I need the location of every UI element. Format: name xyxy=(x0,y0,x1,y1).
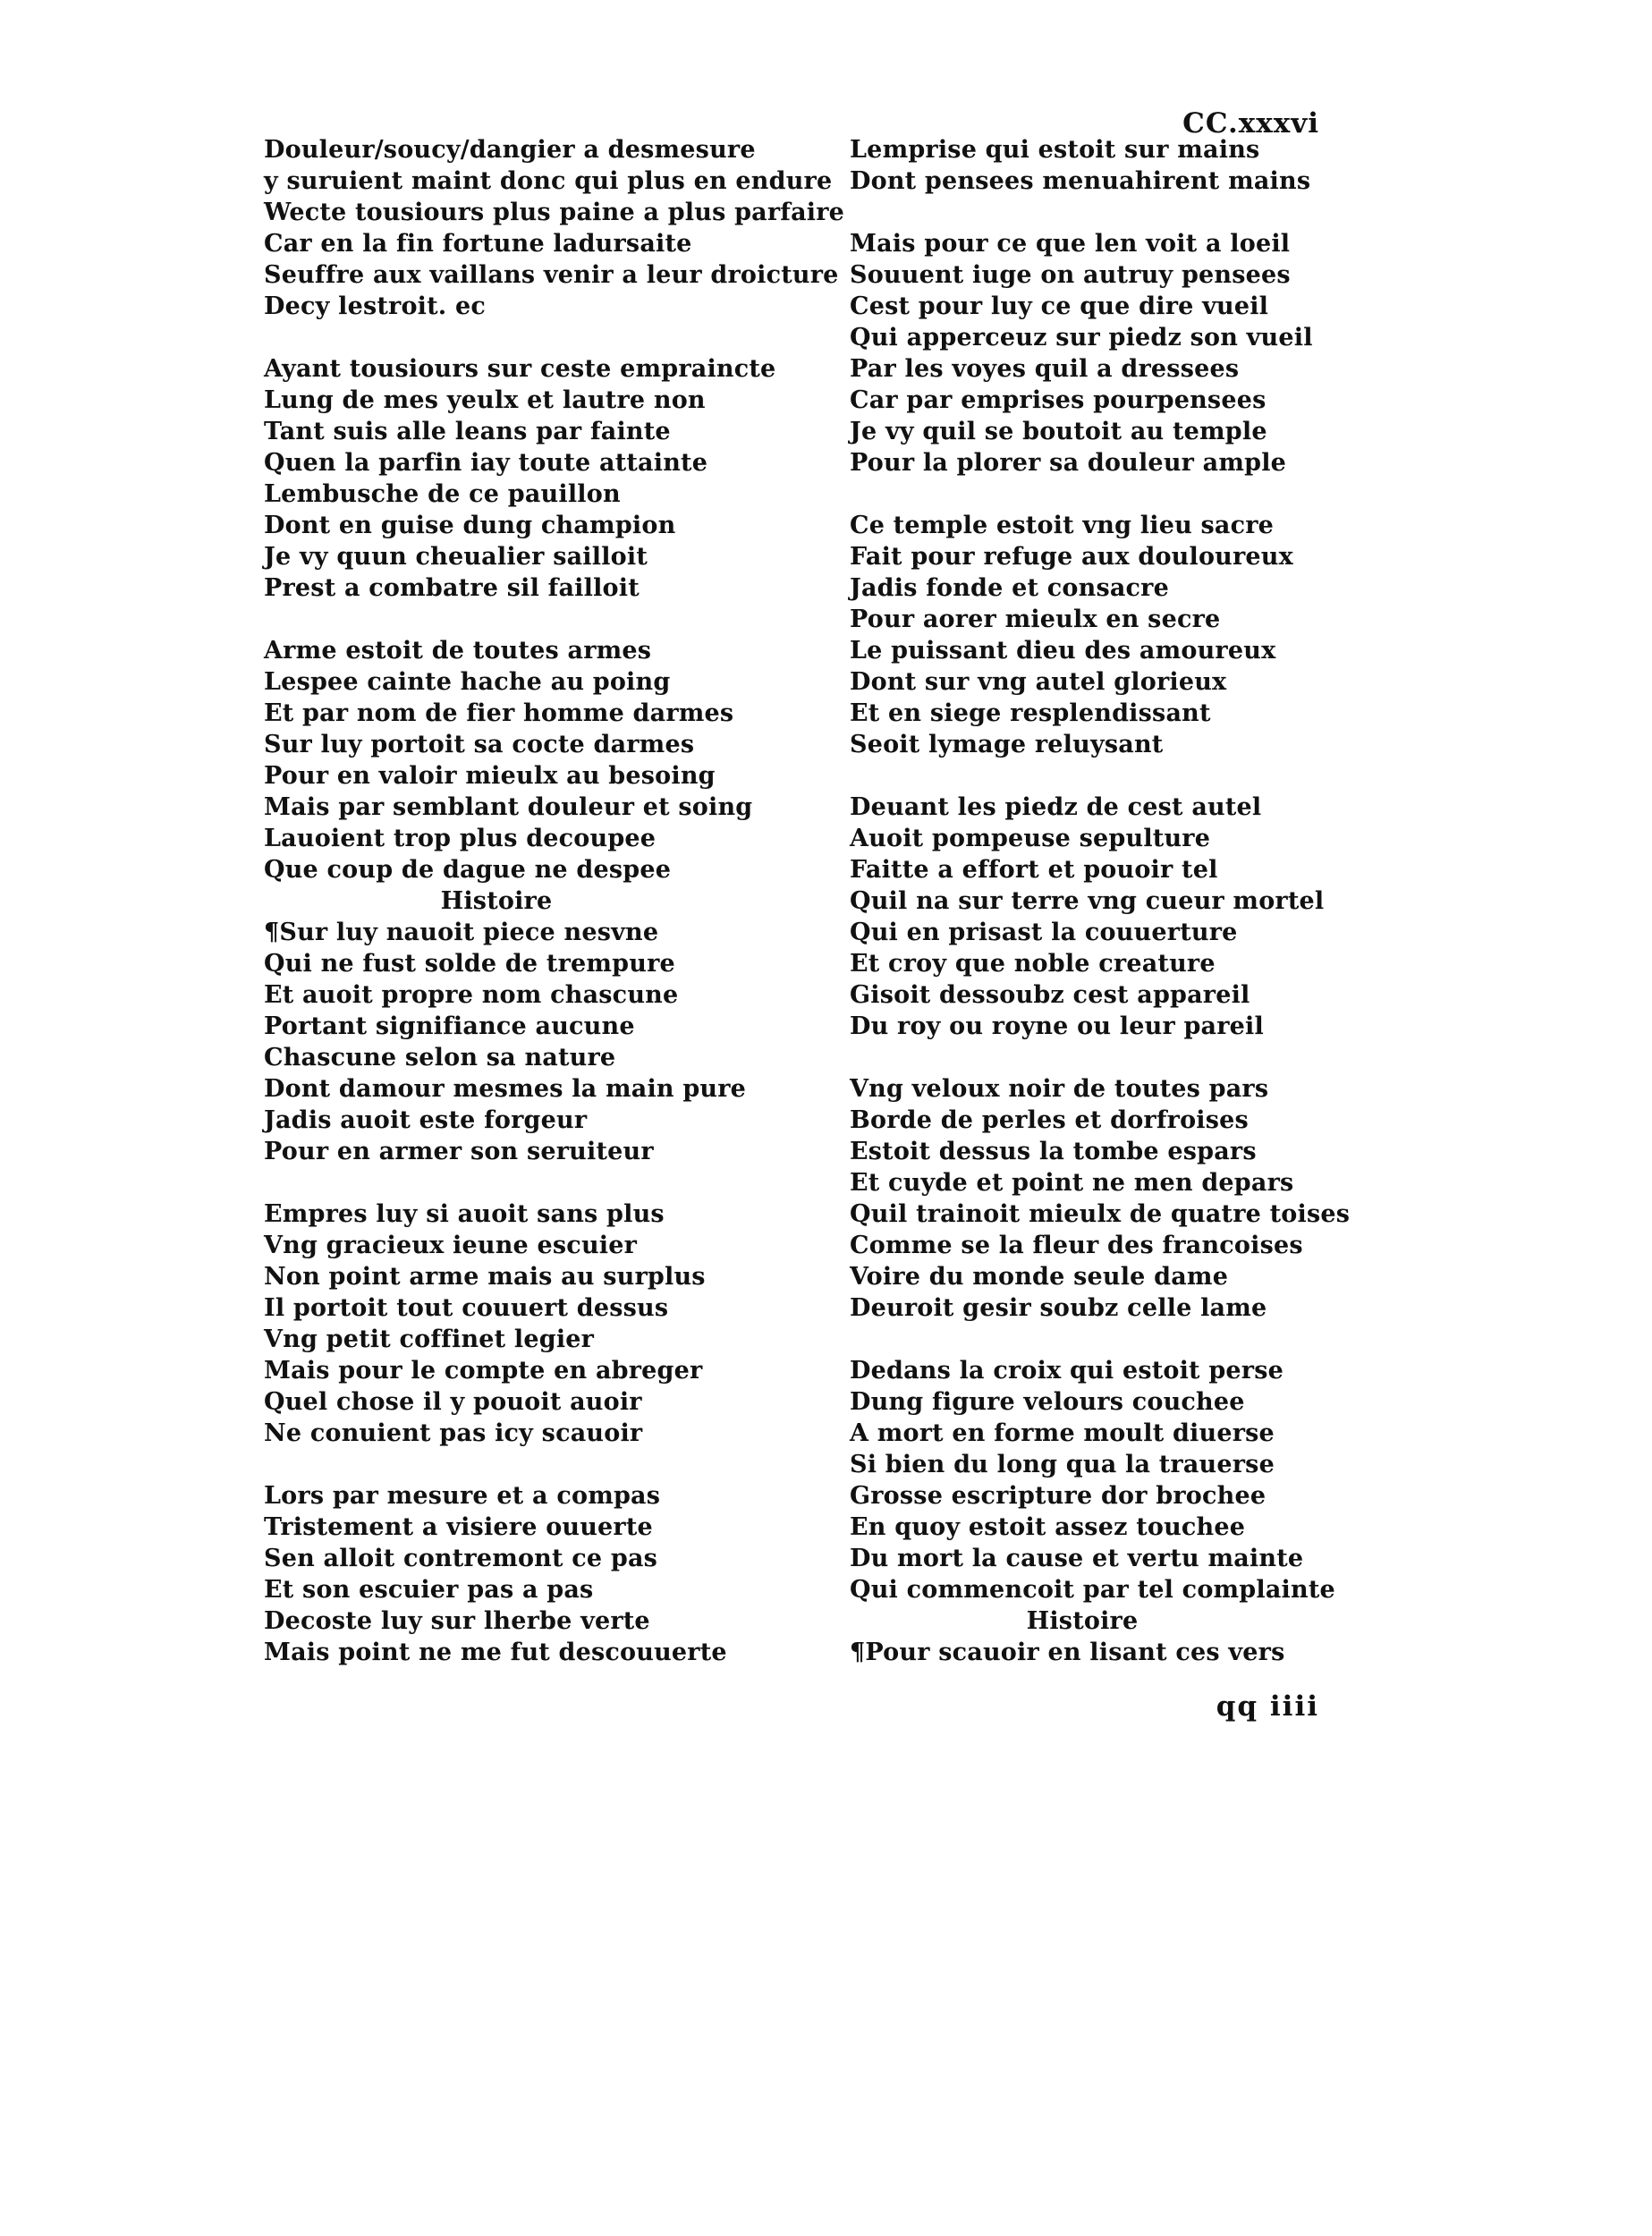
verse-line xyxy=(850,760,1404,792)
verse-line xyxy=(850,479,1404,510)
verse-line: Jadis fonde et consacre xyxy=(850,574,1169,602)
verse-line: Quil na sur terre vng cueur mortel xyxy=(850,887,1325,915)
verse-line: Pour en valoir mieulx au besoing xyxy=(264,762,716,790)
verse-line: Pour aorer mieulx en secre xyxy=(850,606,1221,633)
verse-line: Et par nom de fier homme darmes xyxy=(264,699,734,727)
verse-line: Quen la parfin iay toute attainte xyxy=(264,449,708,477)
verse-line: y suruient maint donc qui plus en endure xyxy=(264,167,833,195)
verse-line: Decoste luy sur lherbe verte xyxy=(264,1607,650,1635)
verse-line: Quel chose il y pouoit auoir xyxy=(264,1388,642,1416)
right-text-column xyxy=(850,134,1404,1668)
verse-line: ¶Pour scauoir en lisant ces vers xyxy=(850,1639,1285,1666)
verse-line: Borde de perles et dorfroises xyxy=(850,1106,1249,1134)
verse-line: Seuffre aux vaillans venir a leur droicture xyxy=(264,261,839,289)
verse-line: Qui apperceuz sur piedz son vueil xyxy=(850,324,1313,351)
verse-line xyxy=(264,604,818,635)
verse-line: Qui ne fust solde de trempure xyxy=(264,950,675,978)
folio-number: CC.xxxvi xyxy=(1182,107,1319,140)
verse-line: Qui commencoit par tel complainte xyxy=(850,1576,1335,1604)
verse-line xyxy=(850,197,1404,228)
verse-line: Car par emprises pourpensees xyxy=(850,386,1267,414)
verse-line: Wecte tousiours plus paine a plus parfaire xyxy=(264,199,845,226)
verse-line: Qui en prisast la couuerture xyxy=(850,919,1238,946)
verse-line xyxy=(264,1167,818,1198)
section-heading: Histoire xyxy=(440,887,553,915)
verse-line: Dont sur vng autel glorieux xyxy=(850,668,1227,696)
verse-line: Tristement a visiere ouuerte xyxy=(264,1513,653,1541)
verse-line: Et auoit propre nom chascune xyxy=(264,981,679,1009)
verse-line: Pour en armer son seruiteur xyxy=(264,1138,654,1165)
verse-line: Lung de mes yeulx et lautre non xyxy=(264,386,706,414)
verse-line: Ne conuient pas icy scauoir xyxy=(264,1419,643,1447)
verse-line: Mais pour le compte en abreger xyxy=(264,1357,703,1385)
verse-line: En quoy estoit assez touchee xyxy=(850,1513,1246,1541)
verse-line: Je vy quil se boutoit au temple xyxy=(850,418,1267,445)
section-heading: Histoire xyxy=(1026,1607,1139,1635)
verse-line: Par les voyes quil a dressees xyxy=(850,355,1240,383)
verse-line: Seoit lymage reluysant xyxy=(850,731,1164,758)
verse-line: Non point arme mais au surplus xyxy=(264,1263,706,1291)
verse-line: Sen alloit contremont ce pas xyxy=(264,1545,658,1572)
verse-line: Auoit pompeuse sepulture xyxy=(850,825,1211,852)
verse-line: Dont pensees menuahirent mains xyxy=(850,167,1311,195)
verse-line: Gisoit dessoubz cest appareil xyxy=(850,981,1250,1009)
signature-mark: qq iiii xyxy=(1216,1690,1319,1723)
verse-line: Lors par mesure et a compas xyxy=(264,1482,661,1510)
verse-line: Il portoit tout couuert dessus xyxy=(264,1294,669,1322)
verse-line: Car en la fin fortune ladursaite xyxy=(264,230,692,258)
verse-line: Decy lestroit. ec xyxy=(264,292,487,320)
verse-line: Mais point ne me fut descouuerte xyxy=(264,1639,727,1666)
verse-line: Pour la plorer sa douleur ample xyxy=(850,449,1287,477)
verse-line: Vng petit coffinet legier xyxy=(264,1326,595,1353)
verse-line: Lemprise qui estoit sur mains xyxy=(850,136,1260,164)
verse-line: Que coup de dague ne despee xyxy=(264,856,672,884)
verse-line: Souuent iuge on autruy pensees xyxy=(850,261,1291,289)
verse-line: Prest a combatre sil failloit xyxy=(264,574,640,602)
verse-line: Dung figure velours couchee xyxy=(850,1388,1245,1416)
verse-line: ¶Sur luy nauoit piece nesvne xyxy=(264,919,659,946)
verse-line: Et en siege resplendissant xyxy=(850,699,1211,727)
verse-line: Vng gracieux ieune escuier xyxy=(264,1232,638,1259)
verse-line: Quil trainoit mieulx de quatre toises xyxy=(850,1200,1351,1228)
verse-line: Douleur/soucy/dangier a desmesure xyxy=(264,136,756,164)
verse-line: Lauoient trop plus decoupee xyxy=(264,825,657,852)
verse-line: Le puissant dieu des amoureux xyxy=(850,637,1276,665)
verse-line: Cest pour luy ce que dire vueil xyxy=(850,292,1269,320)
verse-line: Portant signifiance aucune xyxy=(264,1012,635,1040)
verse-line: Faitte a effort et pouoir tel xyxy=(850,856,1218,884)
verse-line: Je vy quun cheualier sailloit xyxy=(264,543,648,571)
verse-line: Et cuyde et point ne men depars xyxy=(850,1169,1294,1197)
verse-line: Ce temple estoit vng lieu sacre xyxy=(850,512,1275,539)
verse-line: Arme estoit de toutes armes xyxy=(264,637,652,665)
verse-line xyxy=(264,322,818,353)
verse-line: A mort en forme moult diuerse xyxy=(850,1419,1275,1447)
verse-line: Dedans la croix qui estoit perse xyxy=(850,1357,1283,1385)
verse-line: Lembusche de ce pauillon xyxy=(264,480,621,508)
verse-line: Vng veloux noir de toutes pars xyxy=(850,1075,1269,1103)
verse-line: Ayant tousiours sur ceste empraincte xyxy=(264,355,776,383)
verse-line: Du roy ou royne ou leur pareil xyxy=(850,1012,1264,1040)
verse-line: Du mort la cause et vertu mainte xyxy=(850,1545,1304,1572)
verse-line: Deuant les piedz de cest autel xyxy=(850,793,1262,821)
verse-line: Fait pour refuge aux douloureux xyxy=(850,543,1293,571)
verse-line: Et croy que noble creature xyxy=(850,950,1216,978)
verse-line: Dont damour mesmes la main pure xyxy=(264,1075,747,1103)
verse-line: Jadis auoit este forgeur xyxy=(264,1106,588,1134)
left-text-column xyxy=(264,134,845,1668)
verse-line: Estoit dessus la tombe espars xyxy=(850,1138,1257,1165)
verse-line: Lespee cainte hache au poing xyxy=(264,668,671,696)
verse-line: Et son escuier pas a pas xyxy=(264,1576,594,1604)
verse-line xyxy=(264,1449,818,1480)
verse-line: Sur luy portoit sa cocte darmes xyxy=(264,731,695,758)
verse-line: Tant suis alle leans par fainte xyxy=(264,418,671,445)
verse-line: Voire du monde seule dame xyxy=(850,1263,1229,1291)
verse-line: Dont en guise dung champion xyxy=(264,512,676,539)
verse-line: Empres luy si auoit sans plus xyxy=(264,1200,665,1228)
verse-line: Deuroit gesir soubz celle lame xyxy=(850,1294,1267,1322)
verse-line xyxy=(850,1042,1404,1073)
verse-line: Si bien du long qua la trauerse xyxy=(850,1451,1275,1478)
verse-line: Chascune selon sa nature xyxy=(264,1044,616,1071)
verse-line xyxy=(850,1324,1404,1355)
verse-line: Grosse escripture dor brochee xyxy=(850,1482,1267,1510)
verse-line: Mais pour ce que len voit a loeil xyxy=(850,230,1291,258)
verse-line: Mais par semblant douleur et soing xyxy=(264,793,753,821)
verse-line: Comme se la fleur des francoises xyxy=(850,1232,1303,1259)
